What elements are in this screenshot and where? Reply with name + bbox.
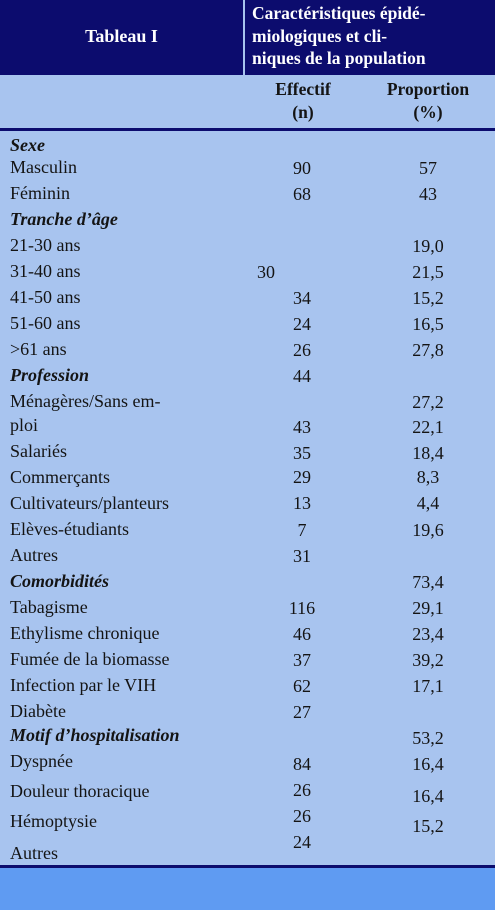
row-label: Douleur thoracique — [10, 781, 150, 801]
column-header-line: (n) — [292, 102, 314, 122]
section-heading: Motif d’hospitalisation — [10, 725, 180, 745]
proportion-value: 23,4 — [412, 624, 444, 644]
effectif-value: 62 — [293, 676, 311, 696]
row-label: Commerçants — [10, 467, 110, 487]
row-label: 41-50 ans — [10, 287, 81, 307]
effectif-value: 35 — [293, 443, 311, 463]
effectif-value: 116 — [288, 598, 316, 618]
row-label: Hémoptysie — [10, 811, 97, 831]
effectif-value: 34 — [293, 288, 311, 308]
column-header-line: (%) — [413, 102, 443, 122]
proportion-value: 4,4 — [416, 493, 440, 513]
effectif-value: 7 — [297, 520, 307, 540]
column-header-line: Proportion — [386, 79, 470, 99]
row-label: Diabète — [10, 701, 66, 721]
row-label: Autres — [10, 843, 58, 863]
effectif-value: 84 — [293, 754, 311, 774]
proportion-value: 21,5 — [412, 262, 444, 282]
section-heading: Comorbidités — [10, 571, 110, 591]
proportion-value: 57 — [419, 158, 437, 178]
row-label: 21-30 ans — [10, 235, 81, 255]
effectif-value: 31 — [293, 546, 311, 566]
effectif-value: 46 — [293, 624, 311, 644]
row-label: Elèves-étudiants — [10, 519, 129, 539]
proportion-value: 15,2 — [412, 816, 444, 836]
proportion-value: 27,8 — [412, 340, 444, 360]
proportion-value: 27,2 — [412, 392, 444, 412]
effectif-value: 26 — [293, 806, 311, 826]
caption-line: miologiques et cli- — [252, 25, 388, 46]
proportion-value: 17,1 — [412, 676, 444, 696]
effectif-value: 44 — [293, 366, 311, 386]
proportion-value: 29,1 — [412, 598, 444, 618]
effectif-value: 24 — [293, 832, 311, 852]
row-label: 31-40 ans — [10, 261, 81, 281]
row-label: Cultivateurs/planteurs — [10, 493, 169, 513]
effectif-value: 43 — [293, 417, 311, 437]
row-label: Dyspnée — [10, 751, 73, 771]
proportion-value: 18,4 — [412, 443, 444, 463]
section-heading: Tranche d’âge — [10, 209, 118, 229]
effectif-value: 90 — [293, 158, 311, 178]
table-footer-band — [0, 868, 495, 910]
effectif-value: 37 — [293, 650, 311, 670]
column-header-line: Effectif — [275, 79, 331, 99]
row-label: ploi — [10, 415, 39, 435]
row-label: Masculin — [10, 157, 77, 177]
effectif-value: 24 — [293, 314, 311, 334]
effectif-value: 27 — [293, 702, 311, 722]
effectif-value: 13 — [293, 493, 311, 513]
proportion-value: 73,4 — [412, 572, 444, 592]
caption-line: Caractéristiques épidé- — [252, 3, 426, 23]
effectif-value: 26 — [293, 780, 311, 800]
row-label: Fumée de la biomasse — [10, 649, 170, 669]
row-label: Féminin — [10, 183, 71, 203]
proportion-value: 16,5 — [412, 314, 444, 334]
row-label: 51-60 ans — [10, 313, 81, 333]
proportion-value: 22,1 — [412, 417, 444, 437]
effectif-value: 26 — [293, 340, 311, 360]
caption-line: niques de la population — [252, 48, 426, 68]
row-label: Ménagères/Sans em- — [10, 391, 161, 411]
proportion-value: 19,6 — [412, 520, 444, 540]
row-label: Autres — [10, 545, 58, 565]
row-label: Tabagisme — [10, 597, 88, 617]
proportion-value: 16,4 — [412, 754, 444, 774]
effectif-value: 68 — [293, 184, 311, 204]
row-label: Ethylisme chronique — [10, 623, 160, 643]
proportion-value: 15,2 — [412, 288, 444, 308]
proportion-value: 8,3 — [416, 467, 440, 487]
table-title: Tableau I — [85, 26, 158, 46]
row-label: Salariés — [10, 441, 67, 461]
proportion-value: 53,2 — [412, 728, 444, 748]
proportion-value: 43 — [419, 184, 437, 204]
proportion-value: 19,0 — [412, 236, 444, 256]
row-label: Infection par le VIH — [10, 675, 157, 695]
effectif-value: 30 — [257, 262, 275, 282]
proportion-value: 39,2 — [412, 650, 444, 670]
section-heading: Sexe — [10, 135, 45, 155]
effectif-value: 29 — [293, 467, 311, 487]
section-heading: Profession — [10, 365, 90, 385]
proportion-value: 16,4 — [412, 786, 444, 806]
row-label: >61 ans — [10, 339, 67, 359]
